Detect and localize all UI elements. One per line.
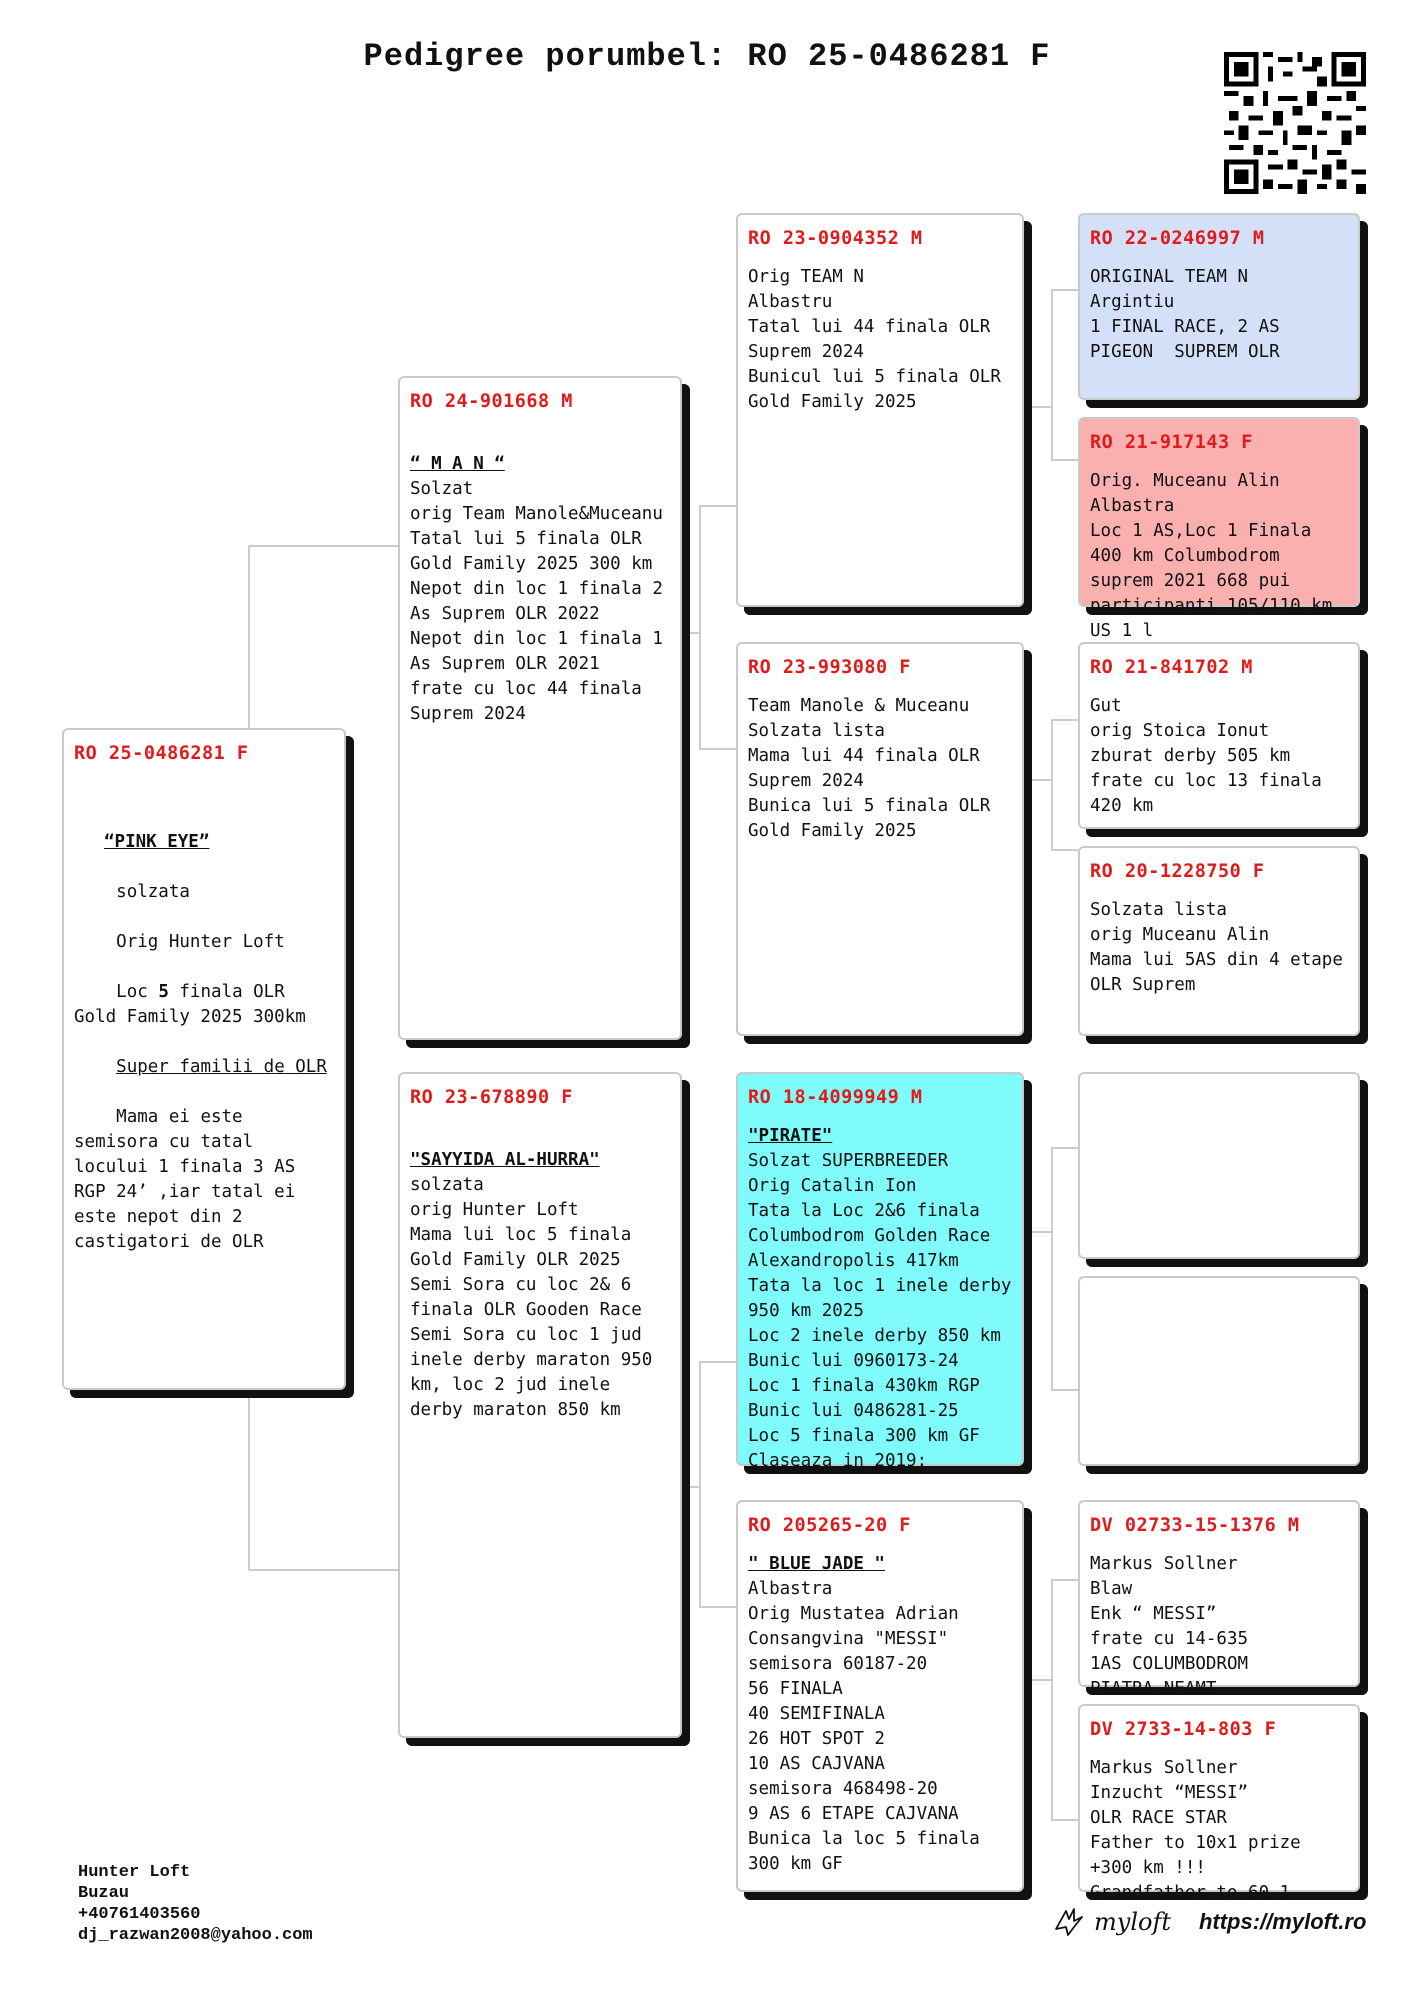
ss-sire-card [1078, 213, 1360, 400]
subject-loc-prefix: Loc [116, 982, 159, 1002]
ss-dam-card [1078, 417, 1360, 641]
subject-notes: Mama ei este semisora cu tatal locului 1 finala 3 AS RGP 24’ ,iar tatal ei este nepot din 2 castigatori de OLR [74, 1107, 306, 1252]
sire-sire-notes: Orig TEAM N Albastru Tatal lui 44 finala OLR Suprem 2024 Bunicul lui 5 finala OLR Gold Family 2025 [748, 267, 1001, 412]
dd-sire-notes: Markus Sollner Blaw Enk “ MESSI” frate cu 14-635 1AS COLUMBODROM PIATRA NEAMT [1090, 1554, 1249, 1699]
dd-dam-ring-number: DV 2733-14-803 F [1090, 1719, 1277, 1740]
pigeon-logo-icon [1052, 1905, 1086, 1939]
dam-pigeon-name: "SAYYIDA AL-HURRA" [410, 1150, 600, 1170]
dam-sire-ring-number: RO 18-4099949 M [748, 1087, 923, 1108]
brand-footer [1052, 1905, 1366, 1939]
page-title: Pedigree porumbel: RO 25-0486281 F [363, 38, 1051, 75]
sd-sire-card [1078, 642, 1360, 829]
sire-pigeon-name: “ M A N “ [410, 454, 505, 474]
sire-card [398, 376, 682, 1040]
sire-notes: Solzat orig Team Manole&Muceanu Tatal lui 5 finala OLR Gold Family 2025 300 km Nepot din loc 1 finala 2 As Suprem OLR 2022 Nepot din loc 1 finala 1 As Suprem OLR 2021 frate cu loc 44 finala Suprem 2024 [410, 479, 663, 724]
dam-dam-card [736, 1500, 1024, 1892]
sire-sire-ring-number: RO 23-0904352 M [748, 228, 923, 249]
brand-url-link[interactable]: https://myloft.ro [1198, 1909, 1367, 1934]
subject-family-note: Super familii de OLR [116, 1057, 327, 1077]
ss-sire-notes: ORIGINAL TEAM N Argintiu 1 FINAL RACE, 2 AS PIGEON SUPREM OLR [1090, 267, 1280, 362]
subject-origin: Orig Hunter Loft [116, 932, 285, 952]
dam-dam-notes: Albastra Orig Mustatea Adrian Consangvina "MESSI" semisora 60187-20 56 FINALA 40 SEMIFINALA 26 HOT SPOT 2 10 AS CAJVANA semisora 468498-20 9 AS 6 ETAPE CAJVANA Bunica la loc 5 finala 300 km GF [748, 1579, 980, 1874]
sire-dam-notes: Team Manole & Muceanu Solzata lista Mama lui 44 finala OLR Suprem 2024 Bunica lui 5 finala OLR Gold Family 2025 [748, 696, 991, 841]
sire-ring-number: RO 24-901668 M [410, 391, 573, 412]
dam-dam-details [748, 1552, 1012, 1877]
ss-sire-ring-number: RO 22-0246997 M [1090, 228, 1265, 249]
subject-card [62, 728, 346, 1390]
dam-sire-card [736, 1072, 1024, 1471]
dd-sire-card [1078, 1500, 1360, 1699]
ss-dam-ring-number: RO 21-917143 F [1090, 432, 1253, 453]
subject-pigeon-name: “PINK EYE” [104, 832, 210, 852]
breeder-email: dj_razwan2008@yahoo.com [78, 1926, 313, 1945]
dam-notes: solzata orig Hunter Loft Mama lui loc 5 finala Gold Family OLR 2025 Semi Sora cu loc 2& 6 finala OLR Gooden Race Semi Sora cu loc 1 jud inele derby maraton 950 km, loc 2 jud inele derby maraton 850 km [410, 1175, 653, 1420]
ds-dam-card [1078, 1276, 1360, 1466]
dd-dam-card [1078, 1704, 1360, 1903]
subject-loc-number: 5 [158, 982, 169, 1002]
subject-details [74, 780, 334, 1280]
breeder-contact [78, 1862, 313, 1946]
sd-dam-card [1078, 846, 1360, 1036]
subject-loc-suffix: finala OLR Gold Family 2025 300km [74, 982, 306, 1027]
sire-details [410, 452, 670, 727]
dam-card [398, 1072, 682, 1738]
breeder-name: Hunter Loft [78, 1863, 191, 1882]
dam-sire-pigeon-name: "PIRATE" [748, 1126, 833, 1146]
sire-sire-card [736, 213, 1024, 607]
dam-dam-pigeon-name: " BLUE JADE " [748, 1554, 885, 1574]
dd-dam-notes: Markus Sollner Inzucht “MESSI” OLR RACE STAR Father to 10x1 prize +300 km !!! Grandfather to 60-1 [1090, 1758, 1301, 1903]
breeder-city: Buzau [78, 1884, 130, 1903]
sd-dam-notes: Solzata lista orig Muceanu Alin Mama lui 5AS din 4 etape OLR Suprem [1090, 900, 1343, 995]
dam-ring-number: RO 23-678890 F [410, 1087, 573, 1108]
dam-details [410, 1148, 670, 1423]
breeder-phone: +40761403560 [78, 1905, 201, 1924]
subject-ring-number: RO 25-0486281 F [74, 743, 249, 764]
sd-sire-notes: Gut orig Stoica Ionut zburat derby 505 km frate cu loc 13 finala 420 km [1090, 696, 1322, 816]
dd-sire-ring-number: DV 02733-15-1376 M [1090, 1515, 1300, 1536]
ss-dam-notes: Orig. Muceanu Alin Albastra Loc 1 AS,Loc 1 Finala 400 km Columbodrom suprem 2021 668 pui participanti 105/110 km US 1 l [1090, 471, 1333, 641]
sd-sire-ring-number: RO 21-841702 M [1090, 657, 1253, 678]
sire-dam-card [736, 642, 1024, 1036]
subject-color: solzata [116, 882, 190, 902]
sd-dam-ring-number: RO 20-1228750 F [1090, 861, 1265, 882]
sire-dam-ring-number: RO 23-993080 F [748, 657, 911, 678]
dam-sire-notes: Solzat SUPERBREEDER Orig Catalin Ion Tata la Loc 2&6 finala Columbodrom Golden Race Alexandropolis 417km Tata la loc 1 inele derby 950 km 2025 Loc 2 inele derby 850 km Bunic lui 0960173-24 Loc 1 finala 430km RGP Bunic lui 0486281-25 Loc 5 finala 300 km GF Claseaza in 2019: [748, 1151, 1012, 1471]
brand-logo-text: myloft [1094, 1908, 1171, 1936]
dam-sire-details [748, 1124, 1012, 1474]
dam-dam-ring-number: RO 205265-20 F [748, 1515, 911, 1536]
ds-sire-card [1078, 1072, 1360, 1259]
